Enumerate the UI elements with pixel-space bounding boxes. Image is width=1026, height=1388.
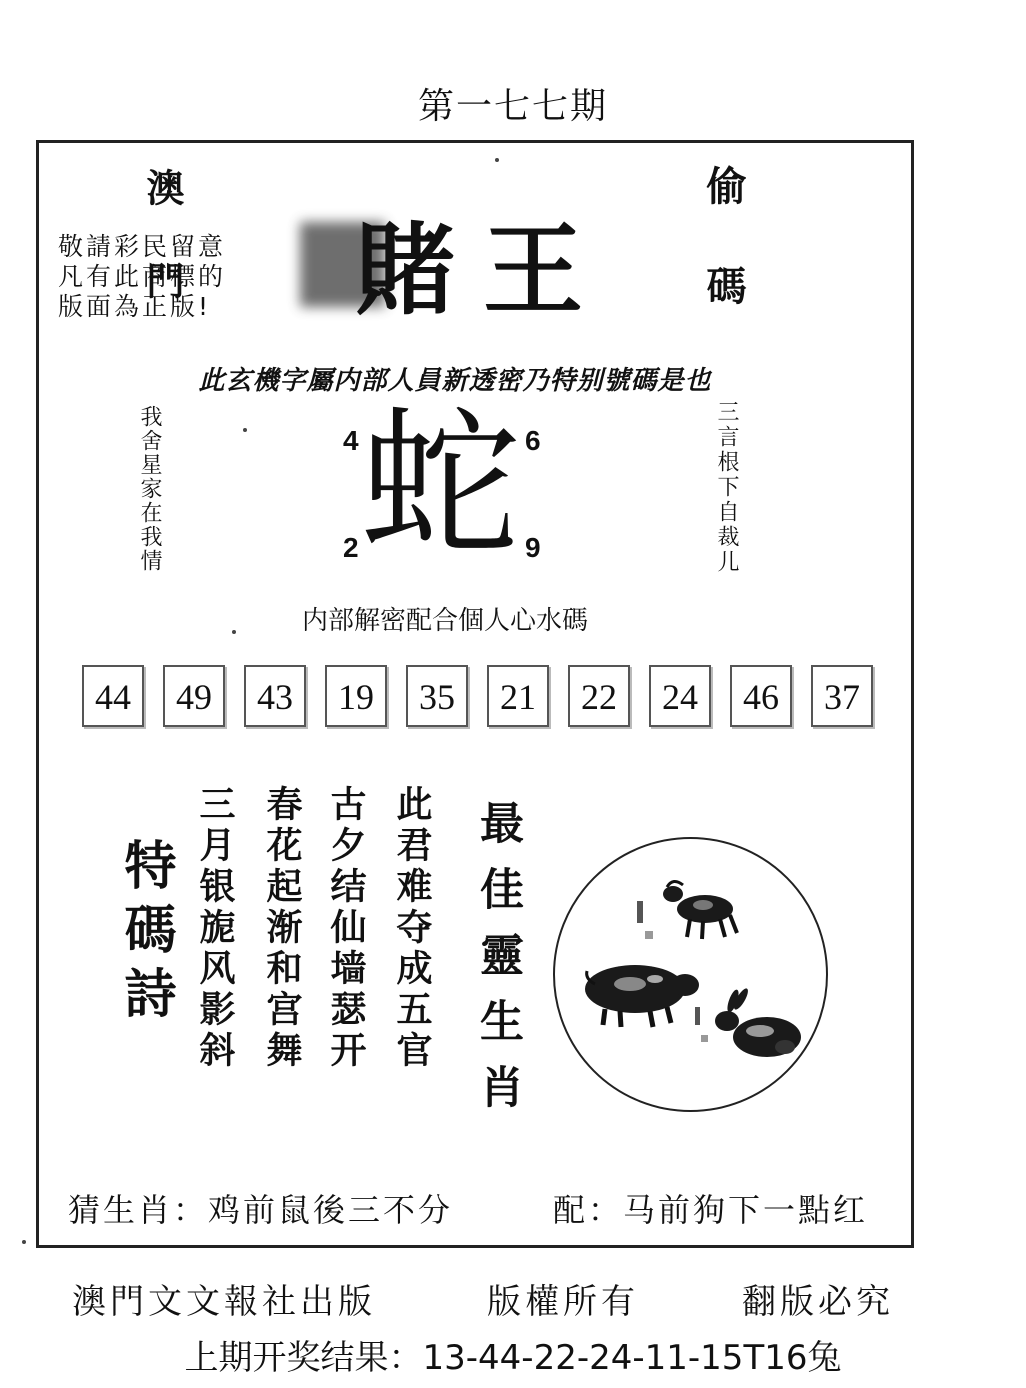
hint-poem-left: 我舍星家在我情 [137,405,162,573]
number-box: 44 [82,665,144,727]
number-box: 35 [406,665,468,727]
scan-speck [22,1240,26,1244]
pair-hint: 配：马前狗下一點红 [553,1191,869,1229]
guess-zodiac: 猜生肖：鸡前鼠後三不分 [68,1191,454,1229]
poem-column: 三月银旎风影斜 [194,785,235,1072]
side-label-right: 偷碼 [700,165,747,365]
rabbit-icon [695,987,801,1057]
corner-number-bottom-left: 2 [343,532,359,563]
last-draw-result: 上期开奖结果：13-44-22-24-11-15T16兔 [184,1338,842,1378]
zodiac-illustration [553,837,828,1112]
notice-line: 敬請彩民留意 [58,232,227,261]
corner-number-top-left: 4 [343,425,359,456]
number-box: 46 [730,665,792,727]
number-box: 43 [244,665,306,727]
logo-title: 賭王 [355,212,611,329]
special-poem-title: 特碼詩 [115,838,176,1030]
trademark-notice [58,232,283,322]
hint-poem-right: 三言根下自裁儿 [714,400,739,575]
goat-icon [637,881,737,939]
scan-speck [232,630,236,634]
poem-column: 古夕结仙墙瑟开 [325,785,366,1072]
slogan: 此玄機字屬内部人員新透密乃特别號碼是也 [198,366,712,396]
pig-icon [585,965,699,1027]
issue-title: 第一七七期 [417,86,608,127]
best-zodiac-label: 最佳靈生肖 [472,800,523,1130]
notice-line: 版面為正版! [58,292,212,321]
poem-column: 春花起渐和宫舞 [261,785,302,1072]
featured-character: 蛇 [360,391,521,578]
anti-piracy: 翻版必究 [742,1282,894,1322]
corner-number-bottom-right: 9 [525,532,541,563]
number-box: 49 [163,665,225,727]
number-box: 22 [568,665,630,727]
scan-speck [243,428,247,432]
scan-speck [495,158,499,162]
caption: 内部解密配合個人心水碼 [301,606,588,636]
notice-line: 凡有此商標的 [58,262,227,291]
publisher: 澳門文文報社出版 [72,1282,376,1322]
number-box: 19 [325,665,387,727]
side-label-left: 澳門 [140,168,185,354]
copyright: 版權所有 [487,1282,639,1322]
poem-column: 此君难夺成五官 [391,785,432,1072]
number-box: 21 [487,665,549,727]
corner-number-top-right: 6 [525,425,541,456]
number-box: 37 [811,665,873,727]
number-box: 24 [649,665,711,727]
